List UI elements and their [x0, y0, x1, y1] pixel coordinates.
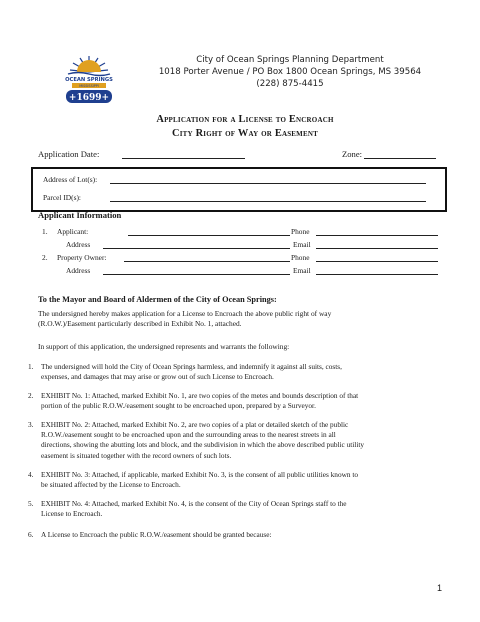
item-text-line: EXHIBIT No. 3: Attached, if applicable, marked Exhibit No. 3, is the consent of all public utilities known to [41, 470, 359, 479]
address-of-lots-field[interactable] [110, 175, 426, 184]
item-text-line: easement is situated together with the record owners of such lots. [41, 450, 232, 460]
applicant-email-field[interactable] [316, 240, 438, 249]
application-date-field[interactable] [122, 150, 245, 159]
address-of-lots-label: Address of Lot(s): [43, 175, 98, 184]
support-statement: In support of this application, the undersigned represents and warrants the following: [38, 342, 290, 351]
item-number: 3. [28, 420, 34, 429]
item-text-line: be situated affected by the License to Encroach. [41, 480, 181, 490]
property-owner-label: Property Owner: [57, 253, 107, 262]
item-text-line: License to Encroach. [41, 509, 103, 519]
address-parcel-box [31, 167, 447, 212]
svg-text:MISSISSIPPI: MISSISSIPPI [79, 84, 99, 88]
city-seal-logo [60, 50, 118, 108]
list-item [28, 499, 453, 519]
applicant-address-field[interactable] [103, 240, 290, 249]
item-text-line: The undersigned will hold the City of Ocean Springs harmless, and indemnify it against all suits, costs, [41, 362, 342, 371]
list-item [28, 362, 453, 382]
title-line-2: City Right of Way or Easement [172, 128, 318, 139]
applicant-info-heading: Applicant Information [38, 210, 122, 220]
list-item [28, 470, 453, 490]
svg-text:OCEAN SPRINGS: OCEAN SPRINGS [65, 77, 113, 83]
item-text-line: EXHIBIT No. 4: Attached, marked Exhibit No. 4, is the consent of the City of Ocean Springs staff to the [41, 499, 347, 508]
application-date-label: Application Date: [38, 149, 100, 159]
owner-address-label: Address [66, 266, 91, 275]
title-line-1: Application for a License to Encroach [156, 114, 334, 125]
list-item [28, 420, 453, 461]
item-text-line: A License to Encroach the public R.O.W./easement should be granted because: [41, 530, 272, 539]
item-number: 1. [28, 362, 34, 371]
applicant-label: Applicant: [57, 227, 89, 236]
mayor-board-heading: To the Mayor and Board of Aldermen of the City of Ocean Springs: [38, 295, 277, 304]
applicant-phone-field[interactable] [316, 227, 438, 236]
item-number: 6. [28, 530, 34, 539]
item-text-line: EXHIBIT No. 2: Attached, marked Exhibit No. 2, are two copies of a plat or detailed sketch of the public [41, 420, 349, 429]
item-number: 2. [28, 391, 34, 400]
intro-paragraph [38, 309, 458, 329]
applicant-email-label: Email [293, 240, 311, 249]
zone-label: Zone: [342, 149, 363, 159]
item-text-line: portion of the public R.O.W./easement sought to be encroached upon, prepared by a Surveyor. [41, 401, 316, 411]
item-text-line: R.O.W./easement sought to be encroached upon and the surrounding areas to the nearest streets in all [41, 430, 336, 440]
svg-text:+1699+: +1699+ [68, 93, 110, 103]
department-phone: (228) 875-4415 [256, 79, 324, 89]
page-number: 1 [437, 583, 443, 593]
department-address: 1018 Porter Avenue / PO Box 1800 Ocean Springs, MS 39564 [158, 67, 422, 77]
item-text-line: EXHIBIT No. 1: Attached, marked Exhibit No. 1, are two copies of the metes and bounds description of that [41, 391, 359, 400]
applicant-phone-label: Phone [291, 227, 310, 236]
item-text-line: directions, showing the abutting lots and block, and the subdivision in which the above described public utility [41, 440, 365, 450]
parcel-ids-field[interactable] [110, 193, 426, 202]
owner-address-field[interactable] [103, 266, 290, 275]
form-title [100, 113, 390, 141]
parcel-ids-label: Parcel ID(s): [43, 193, 81, 202]
owner-phone-label: Phone [291, 253, 310, 262]
list-item [28, 391, 453, 411]
intro-line-2: (R.O.W.)/Easement particularly described in Exhibit No. 1, attached. [38, 319, 242, 329]
property-owner-field[interactable] [124, 253, 290, 262]
intro-line-1: The undersigned hereby makes application for a License to Encroach the above public right of way [38, 309, 332, 318]
owner-email-label: Email [293, 266, 311, 275]
applicant-field[interactable] [128, 227, 290, 236]
item-text-line: expenses, and damages that may arise or grow out of such License to Encroach. [41, 372, 274, 382]
owner-email-field[interactable] [316, 266, 438, 275]
owner-phone-field[interactable] [316, 253, 438, 262]
list-item [28, 530, 453, 540]
item-number: 5. [28, 499, 34, 508]
item-number: 4. [28, 470, 34, 479]
owner-number: 2. [42, 253, 48, 262]
applicant-number: 1. [42, 227, 48, 236]
department-name: City of Ocean Springs Planning Department [196, 55, 384, 65]
applicant-address-label: Address [66, 240, 91, 249]
department-header [150, 54, 430, 90]
zone-field[interactable] [364, 150, 436, 159]
